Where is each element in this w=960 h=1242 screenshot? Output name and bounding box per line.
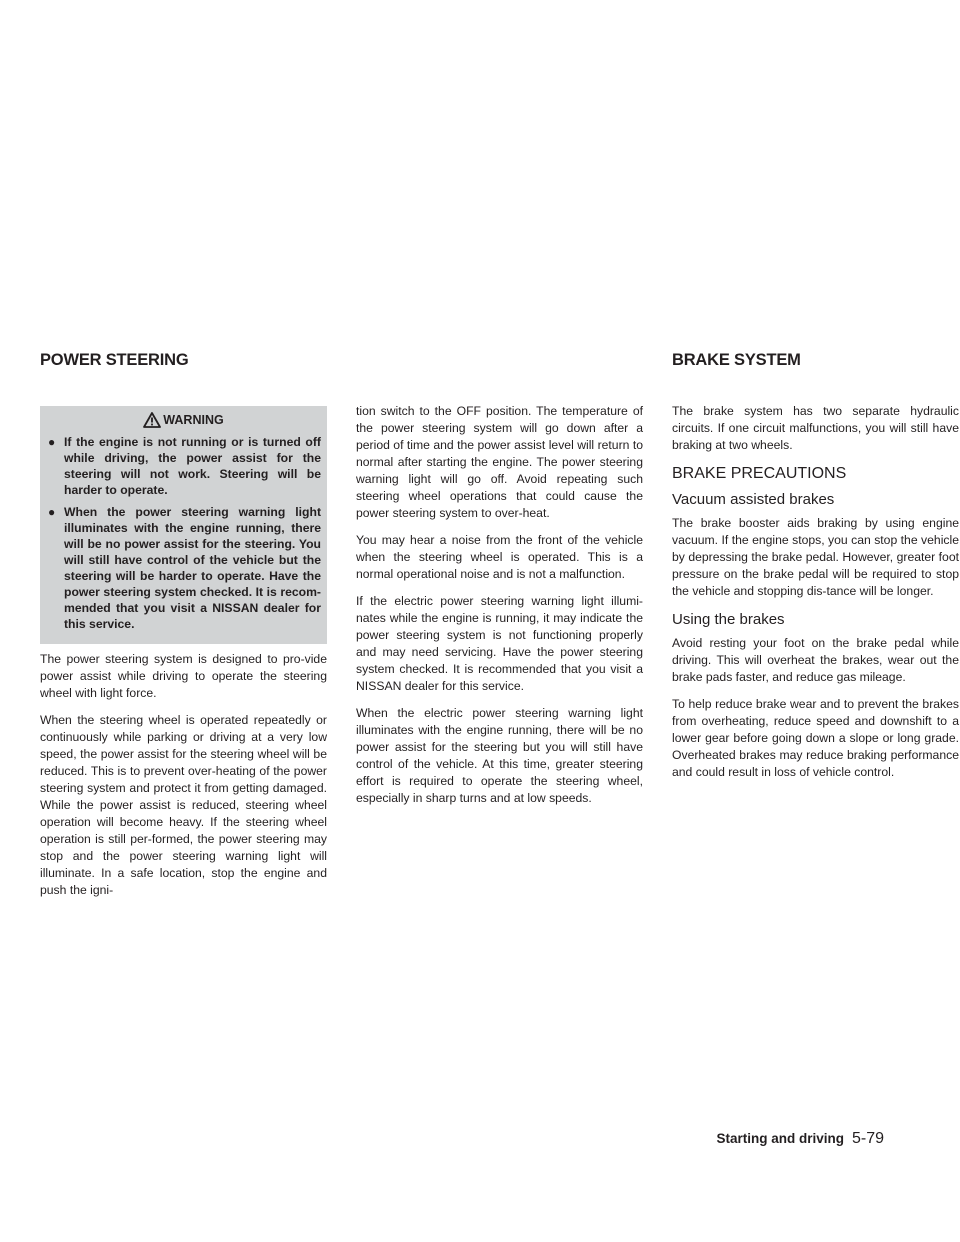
paragraph: The power steering system is designed to pro-vide power assist while driving to operate the steering wheel with light force.	[40, 652, 327, 700]
warning-list	[46, 434, 321, 632]
paragraph: When the steering wheel is operated repeatedly or continuously while parking or driving at a very low speed, the power assist for the steering wheel will be reduced. This is to prevent over-heating of the power steering system and protect it from getting damaged. While the power assist is reduced, steering wheel operation will become heavy. If the steering wheel operation is still per-formed, the power steering may stop and the power steering warning light will illuminate. In a safe location, stop the engine and push the igni-	[40, 713, 327, 897]
warning-header	[46, 410, 321, 430]
brake-system-column	[672, 406, 959, 791]
paragraph: To help reduce brake wear and to prevent the brakes from overheating, reduce speed and downshift to a lower gear before going down a slope or long grade. Overheated brakes may reduce braking performance and could result in loss of vehicle control.	[672, 697, 959, 779]
warning-box	[40, 406, 327, 644]
brake-precautions-heading: BRAKE PRECAUTIONS	[672, 465, 847, 482]
warning-title: WARNING	[163, 412, 224, 427]
paragraph: Avoid resting your foot on the brake pedal while driving. This will overheat the brakes, wear out the brake pads faster, and reduce gas mileage.	[672, 636, 959, 684]
paragraph: If the electric power steering warning light illumi-nates while the engine is running, it may indicate the power steering system is not functioning properly and may need servicing. Have the power steering system checked. It is recommended that you visit a NISSAN dealer for this service.	[356, 594, 643, 693]
brake-system-title: BRAKE SYSTEM	[672, 351, 801, 369]
paragraph: The brake booster aids braking by using engine vacuum. If the engine stops, you can stop the vehicle by depressing the brake pedal. However, greater foot pressure on the brake pedal will be required to stop the vehicle and stopping dis-tance will be longer.	[672, 516, 959, 598]
footer-section-name: Starting and driving	[716, 1131, 844, 1146]
using-brakes-heading: Using the brakes	[672, 611, 785, 628]
page-number: 5-79	[851, 1130, 884, 1147]
warning-triangle-icon	[143, 412, 161, 428]
power-steering-column-2	[356, 406, 643, 817]
bullet-icon: ●	[48, 505, 56, 519]
paragraph: When the electric power steering warning light illuminates with the engine running, there will be no power assist for the steering but you will still have control of the vehicle. At this time, greater steering effort is required to operate the steering wheel, especially in sharp turns and at low speeds.	[356, 706, 643, 805]
warning-item	[46, 504, 321, 632]
page-footer	[716, 1130, 884, 1148]
power-steering-title: POWER STEERING	[40, 351, 189, 369]
vacuum-brakes-heading: Vacuum assisted brakes	[672, 491, 835, 508]
bullet-icon: ●	[48, 435, 56, 449]
warning-item	[46, 434, 321, 498]
paragraph: tion switch to the OFF position. The temperature of the power steering system will go down after a period of time and the power assist level will return to normal after starting the engine. The power steering warning light will go off. Avoid repeating such steering wheel operations that could cause the power steering system to over-heat.	[356, 404, 643, 520]
paragraph: You may hear a noise from the front of the vehicle when the steering wheel is operated. This is a normal operational noise and is not a malfunction.	[356, 533, 643, 581]
warning-item-text: When the power steering warning light illuminates with the engine running, there will be no power assist for the steering. You will still have control of the vehicle but the steering will be harder to operate. Have the power steering system checked. It is recom-mended that you visit a NISSAN dealer for this service.	[64, 505, 321, 631]
warning-item-text: If the engine is not running or is turned off while driving, the power assist for the steering will not work. Steering will be harder to operate.	[64, 435, 321, 497]
brake-intro: The brake system has two separate hydraulic circuits. If one circuit malfunctions, you will still have braking at two wheels.	[672, 404, 959, 452]
power-steering-column-1	[40, 406, 327, 909]
